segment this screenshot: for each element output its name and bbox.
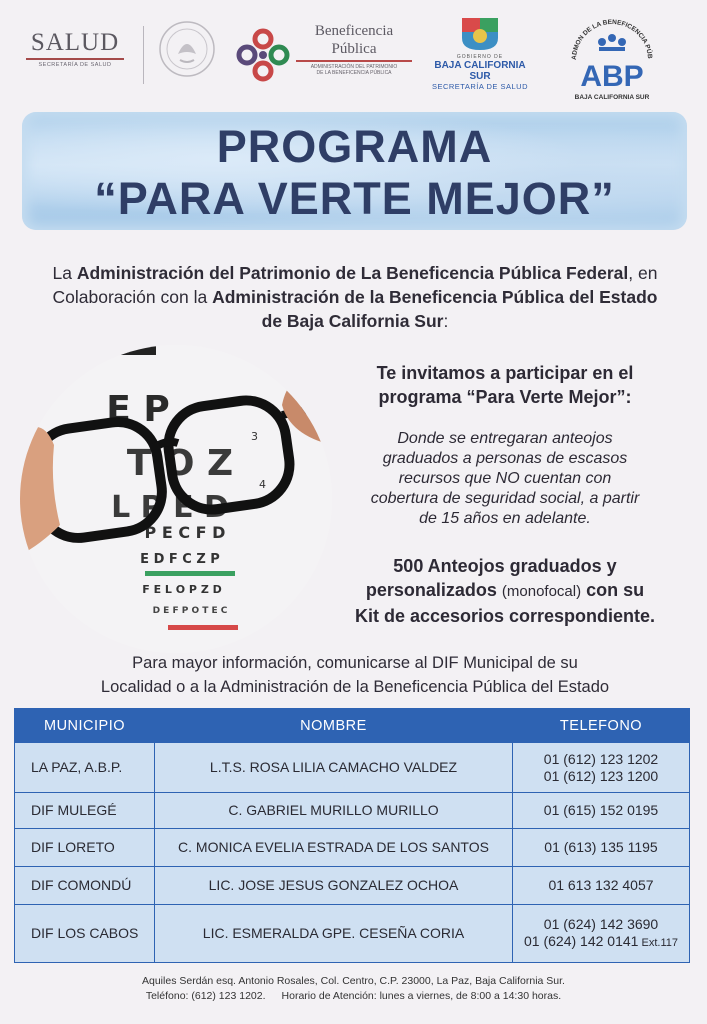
intro-text-1: La xyxy=(52,263,77,283)
chart-number-3: 3 xyxy=(251,430,258,443)
table-row xyxy=(15,829,690,867)
phone-extension: Ext.117 xyxy=(638,936,678,949)
chart-row-4: P E C F D xyxy=(144,523,226,542)
cell-municipio: DIF LOS CABOS xyxy=(15,905,155,963)
logo-divider xyxy=(143,26,144,84)
eye-chart-photo xyxy=(20,345,332,653)
table-header-row xyxy=(15,709,690,743)
chart-row-6: F E L O P Z D xyxy=(142,583,222,596)
chart-number-4: 4 xyxy=(259,478,266,491)
intro-bold-1: Administración del Patrimonio de La Beneficencia Pública Federal xyxy=(76,263,629,283)
program-description xyxy=(340,429,670,529)
cell-nombre: L.T.S. ROSA LILIA CAMACHO VALDEZ xyxy=(155,743,513,793)
cell-nombre: C. MONICA EVELIA ESTRADA DE LOS SANTOS xyxy=(155,829,513,867)
cell-telefono xyxy=(513,743,690,793)
table-row xyxy=(15,867,690,905)
salud-logo xyxy=(20,30,130,68)
chart-row-5: E D F C Z P xyxy=(140,552,220,567)
beneficencia-line4: DE LA BENEFICENCIA PÚBLICA xyxy=(316,70,392,76)
description-line3: recursos que NO cuentan con xyxy=(398,470,612,487)
phone-2: 01 (612) 123 1200 xyxy=(543,767,659,784)
invitation-text xyxy=(340,361,670,409)
cell-municipio: DIF MULEGÉ xyxy=(15,793,155,829)
salud-subtitle: SECRETARÍA DE SALUD xyxy=(38,62,112,68)
abp-logo xyxy=(566,16,658,106)
abp-letters: ABP xyxy=(580,60,644,93)
cell-nombre: LIC. ESMERALDA GPE. CESEÑA CORIA xyxy=(155,905,513,963)
abp-label: BAJA CALIFORNIA SUR xyxy=(574,94,650,101)
contacts-table xyxy=(14,708,690,963)
cell-nombre: C. GABRIEL MURILLO MURILLO xyxy=(155,793,513,829)
banner-line2: “PARA VERTE MEJOR” xyxy=(94,173,615,224)
offer-line3: Kit de accesorios correspondiente. xyxy=(354,606,656,626)
offer-monofocal: (monofocal) xyxy=(501,583,582,600)
chart-row-2: T O Z xyxy=(126,443,234,484)
description-line5: de 15 años en adelante. xyxy=(419,510,591,527)
cell-nombre: LIC. JOSE JESUS GONZALEZ OCHOA xyxy=(155,867,513,905)
header-nombre: NOMBRE xyxy=(155,709,513,743)
intro-text-2: , en Colaboración con la xyxy=(52,263,658,307)
phone-2-number: 01 (624) 142 0141 xyxy=(524,932,639,949)
cell-telefono xyxy=(513,905,690,963)
footer-hours: Horario de Atención: lunes a viernes, de 8:00 a 14:30 horas. xyxy=(281,990,562,1002)
mexico-seal-icon xyxy=(158,20,216,78)
footer-address: Aquiles Serdán esq. Antonio Rosales, Col. Centro, C.P. 23000, La Paz, Baja California Sur. xyxy=(142,975,565,987)
cell-municipio: DIF LORETO xyxy=(15,829,155,867)
cell-municipio: DIF COMONDÚ xyxy=(15,867,155,905)
bcs-gobierno: GOBIERNO DE xyxy=(456,54,504,60)
offer-text xyxy=(340,554,670,628)
intro-paragraph xyxy=(40,261,670,333)
bcs-shield-icon xyxy=(458,16,502,52)
offer-line1: 500 Anteojos graduados y xyxy=(393,556,617,576)
phone-1: 01 (612) 123 1202 xyxy=(543,750,659,767)
header-telefono: TELEFONO xyxy=(513,709,690,743)
beneficencia-line3: ADMINISTRACIÓN DEL PATRIMONIO xyxy=(310,64,398,70)
beneficencia-line2: Pública xyxy=(331,41,377,57)
offer-line2-a: personalizados xyxy=(365,580,502,600)
intro-bold-2: Administración de la Beneficencia Pública del Estado de Baja California Sur xyxy=(212,287,658,331)
beneficencia-emblem-icon xyxy=(236,28,290,82)
cell-telefono: 01 (613) 135 1195 xyxy=(513,829,690,867)
beneficencia-rule xyxy=(296,60,412,62)
phone-2 xyxy=(514,933,688,952)
intro-text-3: : xyxy=(443,311,449,331)
info-line2: Localidad o a la Administración de la Beneficencia Pública del Estado xyxy=(100,678,610,696)
cell-telefono: 01 613 132 4057 xyxy=(513,867,690,905)
description-line4: cobertura de seguridad social, a partir xyxy=(370,490,640,507)
salud-rule xyxy=(26,58,124,60)
abp-arc-text: ADMON DE LA BENEFICENCIA PÚB xyxy=(570,18,654,61)
description-line2: graduados a personas de escasos xyxy=(382,450,628,467)
cell-municipio: LA PAZ, A.B.P. xyxy=(15,743,155,793)
cell-telefono: 01 (615) 152 0195 xyxy=(513,793,690,829)
offer-line2-c: con su xyxy=(581,580,645,600)
invitation-line1: Te invitamos a participar en el xyxy=(376,363,634,383)
chart-row-3: L P E D xyxy=(111,490,229,525)
chart-row-7: D E F P O T E C xyxy=(152,606,228,616)
bcs-state: BAJA CALIFORNIA SUR xyxy=(434,60,526,82)
salud-title: SALUD xyxy=(30,29,120,56)
beneficencia-logo xyxy=(236,20,412,90)
chart-row-1: E P xyxy=(106,389,170,430)
offer-line2 xyxy=(340,578,670,604)
banner-line1: PROGRAMA xyxy=(216,121,493,172)
title-banner xyxy=(22,112,687,230)
bcs-logo xyxy=(424,16,536,91)
info-line1: Para mayor información, comunicarse al DIF Municipal de su xyxy=(132,654,578,672)
footer xyxy=(0,974,707,1004)
logo-bar xyxy=(0,12,707,101)
bcs-secretaria: SECRETARÍA DE SALUD xyxy=(431,82,529,91)
contact-info xyxy=(30,651,680,699)
description-line1: Donde se entregaran anteojos xyxy=(397,430,613,447)
phone-1: 01 (624) 142 3690 xyxy=(543,915,659,932)
beneficencia-line1: Beneficencia xyxy=(314,23,394,39)
table-row xyxy=(15,905,690,963)
header-municipio: MUNICIPIO xyxy=(15,709,155,743)
footer-contact-line xyxy=(0,989,707,1004)
table-row xyxy=(15,793,690,829)
footer-phone: Teléfono: (612) 123 1202. xyxy=(145,990,266,1002)
invitation-line2: programa “Para Verte Mejor”: xyxy=(378,387,632,407)
table-row xyxy=(15,743,690,793)
abp-emblem-icon xyxy=(566,16,658,94)
